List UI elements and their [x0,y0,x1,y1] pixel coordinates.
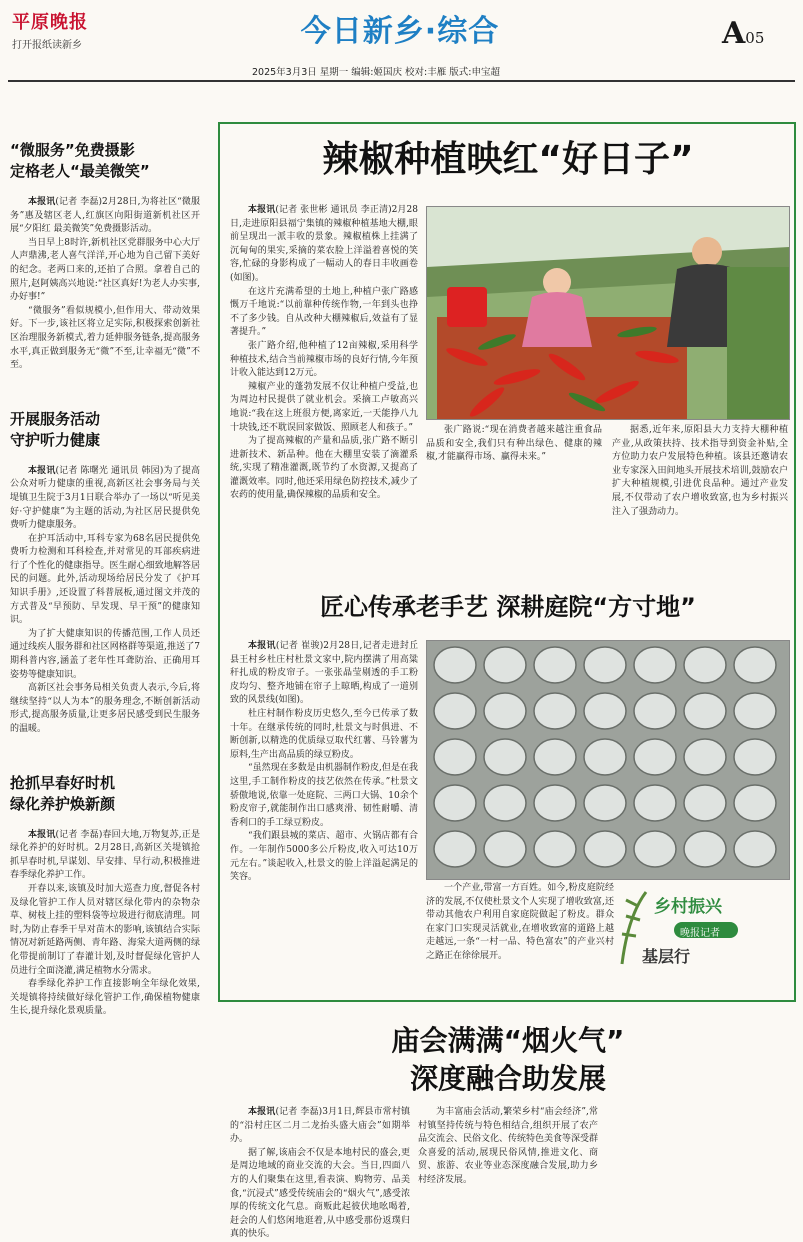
vermicelli-sheet [734,739,776,775]
vermicelli-sheet [634,693,676,729]
vermicelli-sheet [584,647,626,683]
issue-meta: 2025年3月3日 星期一 编辑:姬国庆 校对:丰雁 版式:申宝超 [252,67,500,78]
vermicelli-sheet [584,739,626,775]
vermicelli-sheet [584,693,626,729]
temple-fair-col2: 为丰富庙会活动,繁荣乡村“庙会经济”,常村镇坚持传统与特色相结合,组织开展了农产品交流会、民俗文化、传统特色美食等深受群众喜爱的活动,展现民俗风情,推进文化、商贸、旅游、农业等业态深度融合发展,助力乡村经济发展。 [418,1107,599,1185]
vermicelli-sheet [484,785,526,821]
page-number: A05 [722,16,765,51]
vermicelli-sheet [434,831,476,867]
ribbon-sub: 晚报记者 [680,928,720,939]
vermicelli-sheet [684,831,726,867]
vermicelli-sheet [684,693,726,729]
article-body: 本报讯(记者 陈曙光 通讯员 韩园)为了提高公众对听力健康的重视,高新区社会事务局与关堤镇卫生院于3月1日联合举办了一场以“听见美好·守护健康”为主题的活动,为社区居民提供免费听力健康服务。 在护耳活动中,耳科专家为68名居民提供免费听力检测和耳科检查,并对常见的耳部疾病进行了个性化的健康指导。医生耐心细致地解答居民的问题。此外,活动现场给居民分发了《护耳知识手册》,还设置了科普展板,通过图文并茂的方式普及“早预防、早发现、早干预”的健康知识。 为了扩大健康知识的传播范围,工作人员还通过线疾人服务群和社区网格群等渠道,推送了7期科普内容,涵盖了老年性耳聋防治、正确用耳姿势等健康知识。 高新区社会事务局相关负责人表示,今后,将继续坚持“以人为本”的服务理念,不断创新活动形式,提高服务质量,让更多居民感受到民生服务的温暖。 [10,465,200,734]
vermicelli-sheet [734,831,776,867]
vermicelli-racks-icon [427,641,789,879]
vermicelli-sheet [484,831,526,867]
chili-photo [426,206,790,420]
vermicelli-sheet [734,693,776,729]
temple-fair-col1: 本报讯(记者 李磊)3月1日,辉县市常村镇的“沿村庄区二月二龙抬头盛大庙会”如期举办。 据了解,该庙会不仅是本地村民的盛会,更是周边地域的商业交流的大会。当日,四面八方的人们聚集在这里,看表演、购物劳、品美食,“沉浸式”感受传统庙会的“烟火气”,感受浓厚的传统文化气息。商贩此起彼伏地吆喝着,赶会的人们悠闲地逛着,从中感受那份返璞归真的快乐。 [230,1107,410,1240]
article-body: 本报讯(记者 李磊)2月28日,为将社区“微服务”惠及辖区老人,红旗区向阳街道新机社区开展“夕阳红 最美微笑”免费摄影活动。 当日早上8时许,新机社区党群服务中心大厅人声鼎沸,老人喜气洋洋,开心地为自己留下美好的纪念。老两口来的,还拍了合照。拿着自己的照片,赵阿姨高兴地说:“社区真好!为老人办实事,办好事!” “微服务”看似规模小,但作用大、带动效果好。下一步,该社区将立足实际,积极探索创新社区治理服务新模式,着力延伸服务链条,提高服务水平,真正做到服务无“微”不至,让幸福无“微”不至。 [10,197,200,371]
article-hearing-health [10,409,200,737]
vermicelli-sheet [534,785,576,821]
vermicelli-sheet [434,785,476,821]
article-title: 抢抓早春好时机 绿化养护焕新颜 [10,773,116,813]
left-column [10,140,200,1019]
vermicelli-sheet [434,693,476,729]
vermicelli-sheet [434,739,476,775]
header-rule [8,80,795,82]
vermicelli-sheet [734,785,776,821]
article-title: “微服务”免费摄影 定格老人“最美微笑” [10,141,150,180]
section-title: 今日新乡·综合 [300,14,500,49]
vermicelli-sheet [484,647,526,683]
vermicelli-sheet [634,785,676,821]
article-title: 开展服务活动 守护听力健康 [10,409,101,449]
chili-article-col3: 据悉,近年来,原阳县大力支持大棚种植产业,从政策扶持、技术指导到资金补贴,全方位助力农户发展特色种植。该县还邀请农业专家深入田间地头开展技术培训,鼓励农户扩大种植规模,引进优良品种。通过产业发展,不仅带动了农户增收致富,也为乡村振兴注入了强劲动力。 [612,425,788,517]
temple-fair-title: 庙会满满“烟火气” 深度融合助发展 [391,1024,625,1095]
vermicelli-sheet [584,785,626,821]
ribbon-column: 基层行 [642,947,691,966]
chili-article-title: 辣椒种植映红“好日子” [322,139,694,180]
chili-photo-icon [427,207,789,419]
vermicelli-sheet [734,647,776,683]
vermicelli-sheet [684,785,726,821]
craft-article-title: 匠心传承老手艺 深耕庭院“方寸地” [320,593,696,621]
logo-text: 平原晚报 [12,12,88,33]
masthead-logo [12,8,122,51]
article-micro-service [10,140,200,373]
article-body: 本报讯(记者 李磊)春回大地,万物复苏,正是绿化养护的好时机。2月28日,高新区关堤镇抢抓早春时机,早谋划、早安排、早行动,积极推进春季绿化养护工作。 开春以来,该镇及时加大巡查力度,督促各村及绿化管护工作人员对辖区绿化带内的杂物杂草、树枝上挂的塑料袋等垃圾进行彻底清理。同时,为防止春季干旱对苗木的影响,该镇结合实际情况对新延路两侧、青年路、海棠大道两侧的绿化带提前制订了春灌计划,及时督促绿化管护人员进行全面浇灌,满足植物水分需求。 春季绿化养护工作直接影响全年绿化效果,关堤镇将持续做好绿化管护工作,确保植物健康生长,提升绿化景观质量。 [10,829,200,1017]
chili-article-col2: 张广路说:“现在消费者越来越注重食品品质和安全,我们只有种出绿色、健康的辣椒,才能赢得市场、赢得未来。” [426,425,602,463]
vermicelli-sheet [684,739,726,775]
ribbon-title: 乡村振兴 [654,897,722,917]
vermicelli-sheet [634,739,676,775]
vermicelli-sheet [684,647,726,683]
chili-article-col1: 本报讯(记者 张世彬 通讯员 李正清)2月28日,走进原阳县福宁集镇的辣椒种植基地大棚,眼前呈现出一派丰收的景象。辣椒植株上挂满了沉甸甸的果实,采摘的菜农脸上洋溢着喜悦的笑容,忙碌的身影构成了一幅动人的春日丰收画卷(如图)。 在这片充满希望的土地上,种植户张广路感慨万千地说:“以前靠种传统作物,一年到头也挣不了多少钱。自从改种大棚辣椒后,效益有了显著提升。” 张广路介绍,他种植了12亩辣椒,采用科学种植技术,结合当前辣椒市场的良好行情,今年预计收入能达到12万元。 辣椒产业的蓬勃发展不仅让种植户受益,也为周边村民提供了就业机会。采摘工卢敏高兴地说:“我在这上班很方便,离家近,一天能挣八九十块钱,还不耽误回家做饭、照顾老人和孩子。” 为了提高辣椒的产量和品质,张广路不断引进新技术、新品种。他在大棚里安装了滴灌系统,实现了精准灌溉,既节约了水资源,又提高了灌溉效率。同时,他还采用绿色防控技术,减少了农药的使用量,确保辣椒的品质和安全。 [230,205,418,501]
craft-article-col1: 本报讯(记者 崔骏)2月28日,记者走进封丘县王村乡杜庄村杜景文家中,院内摆满了用高粱秆扎成的粉皮帘子。一张张晶莹剔透的手工粉皮均匀、整齐地铺在帘子上晾晒,构成了一道别致的风景线(如图)。 杜庄村制作粉皮历史悠久,至今已传承了数十年。在继承传统的同时,杜景文与时俱进、不断创新,以精选的优质绿豆取代红薯、马铃薯为原料,生产出高品质的绿豆粉皮。 “虽然现在多数是由机器制作粉皮,但是在我这里,手工制作粉皮的技艺依然在传承。”杜景文骄傲地说,依靠一处庭院、三两口大锅、10余个粉皮帘子,就能制作出口感爽滑、韧性耐嚼、清香利口的手工绿豆粉皮。 “我们跟县城的菜店、超市、火锅店都有合作。一年制作5000多公斤粉皮,收入可达10万元左右。”谈起收入,杜景文的脸上洋溢起满足的笑容。 [230,641,418,883]
article-greening [10,773,200,1019]
vermicelli-sheet [534,693,576,729]
logo-subtitle: 打开报纸读新乡 [12,40,82,51]
craft-article-col2: 一个产业,带富一方百姓。如今,粉皮庭院经济的发展,不仅使杜景文个人实现了增收致富,还带动其他农户利用自家庭院做起了粉皮。群众在家门口实现灵活就业,在增收致富的道路上越走越远,一条“一村一品、特色富农”的产业兴村之路正在徐徐展开。 [426,883,614,961]
vermicelli-sheet [634,647,676,683]
vermicelli-sheet [534,739,576,775]
vermicelli-sheet [434,647,476,683]
vermicelli-sheet [584,831,626,867]
rural-revitalization-ribbon [618,886,758,968]
vermicelli-sheet [534,647,576,683]
vermicelli-racks-photo [426,640,790,880]
vermicelli-sheet [634,831,676,867]
vermicelli-sheet [484,693,526,729]
vermicelli-sheet [484,739,526,775]
vermicelli-sheet [534,831,576,867]
